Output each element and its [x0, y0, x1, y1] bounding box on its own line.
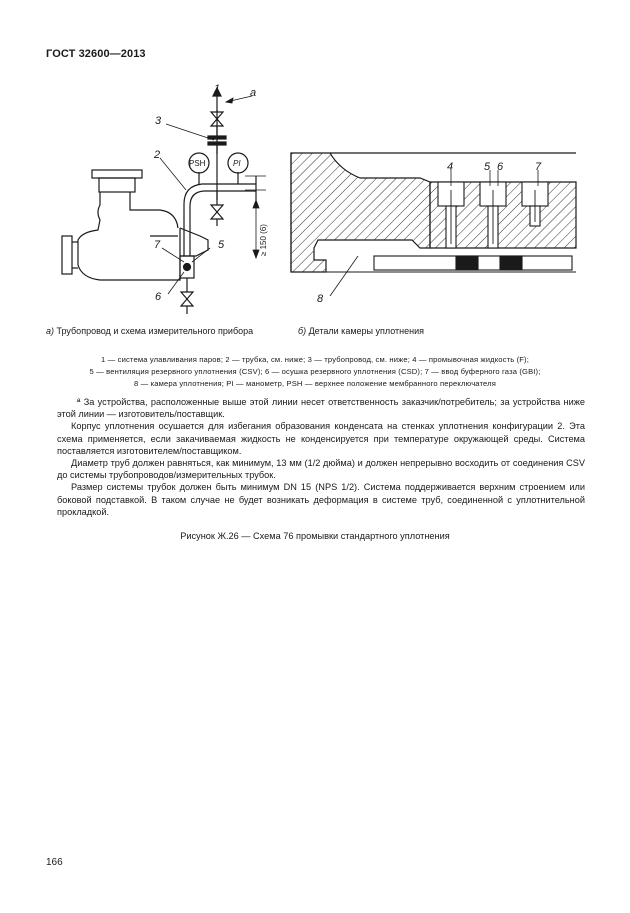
pi-label: PI	[233, 159, 241, 168]
callout-a-6: 6	[155, 291, 162, 303]
subcaption-a-mark: а)	[46, 326, 55, 336]
page-number: 166	[46, 857, 63, 868]
callout-a-7: 7	[154, 239, 161, 251]
tubing	[184, 88, 256, 256]
dimension-label: ≥ 150 (6)	[259, 224, 268, 256]
callout-b-4: 4	[447, 161, 454, 173]
figure-drawing	[0, 0, 630, 320]
subcaption-a	[46, 326, 253, 336]
callout-b-6: 6	[497, 161, 504, 173]
legend-line: 1 — система улавливания паров; 2 — трубка, см. ниже; 3 — трубопровод, см. ниже; 4 — промывочная жидкость (F);	[100, 355, 529, 364]
figure-caption: Рисунок Ж.26 — Схема 76 промывки стандартного уплотнения	[180, 531, 450, 541]
figure-notes	[57, 396, 585, 518]
legend-line: 8 — камера уплотнения; PI — манометр, PSH — верхнее положение мембранного переключателя	[133, 379, 497, 388]
note-paragraph: Корпус уплотнения осушается для избегания образования конденсата на стенках уплотнения конфигурации 2. Эта схема применяется, если закачиваемая жидкость не конденсируется при температуре окружающей среды. Система поставляется изготовителем/поставщиком.	[57, 421, 585, 456]
callout-a-a: a	[250, 87, 257, 99]
footnote: ª За устройства, расположенные выше этой линии несет ответственность заказчик/потребитель; за устройства ниже этой линии — изготовитель/поставщик.	[57, 397, 585, 420]
callout-a-3: 3	[155, 115, 162, 127]
seal-connection	[180, 256, 194, 314]
callout-b-5: 5	[484, 161, 491, 173]
callout-b-7: 7	[535, 161, 542, 173]
subcaption-b-text: Детали камеры уплотнения	[308, 326, 424, 336]
callout-a-5: 5	[218, 239, 225, 251]
psh-label: PSH	[189, 159, 206, 168]
note-paragraph: Диаметр труб должен равняться, как минимум, 13 мм (1/2 дюйма) и должен непрерывно восходить от соединения CSV до системы трубопроводов/измерительных трубок.	[57, 458, 585, 481]
seal-chamber-section	[291, 153, 576, 272]
subcaption-a-text: Трубопровод и схема измерительного прибора	[56, 326, 254, 336]
callout-a-2: 2	[154, 149, 161, 161]
figure-legend	[40, 354, 590, 390]
document-header: ГОСТ 32600—2013	[46, 48, 146, 60]
subcaption-b-mark: б)	[298, 326, 307, 336]
note-paragraph: Размер системы трубок должен быть минимум DN 15 (NPS 1/2). Система поддерживается верхним строением или боковой подставкой. В таком случае не будет возникать деформация в системе труб, соединенной с уплотнительной прокладкой.	[57, 482, 585, 517]
subcaption-b	[298, 326, 424, 336]
callout-a-1: 1	[214, 83, 221, 95]
callout-b-8: 8	[317, 293, 324, 305]
legend-line: 5 — вентиляция резервного уплотнения (CSV); 6 — осушка резервного уплотнения (CSD); 7 — ввод буферного газа (GBI);	[89, 367, 541, 376]
